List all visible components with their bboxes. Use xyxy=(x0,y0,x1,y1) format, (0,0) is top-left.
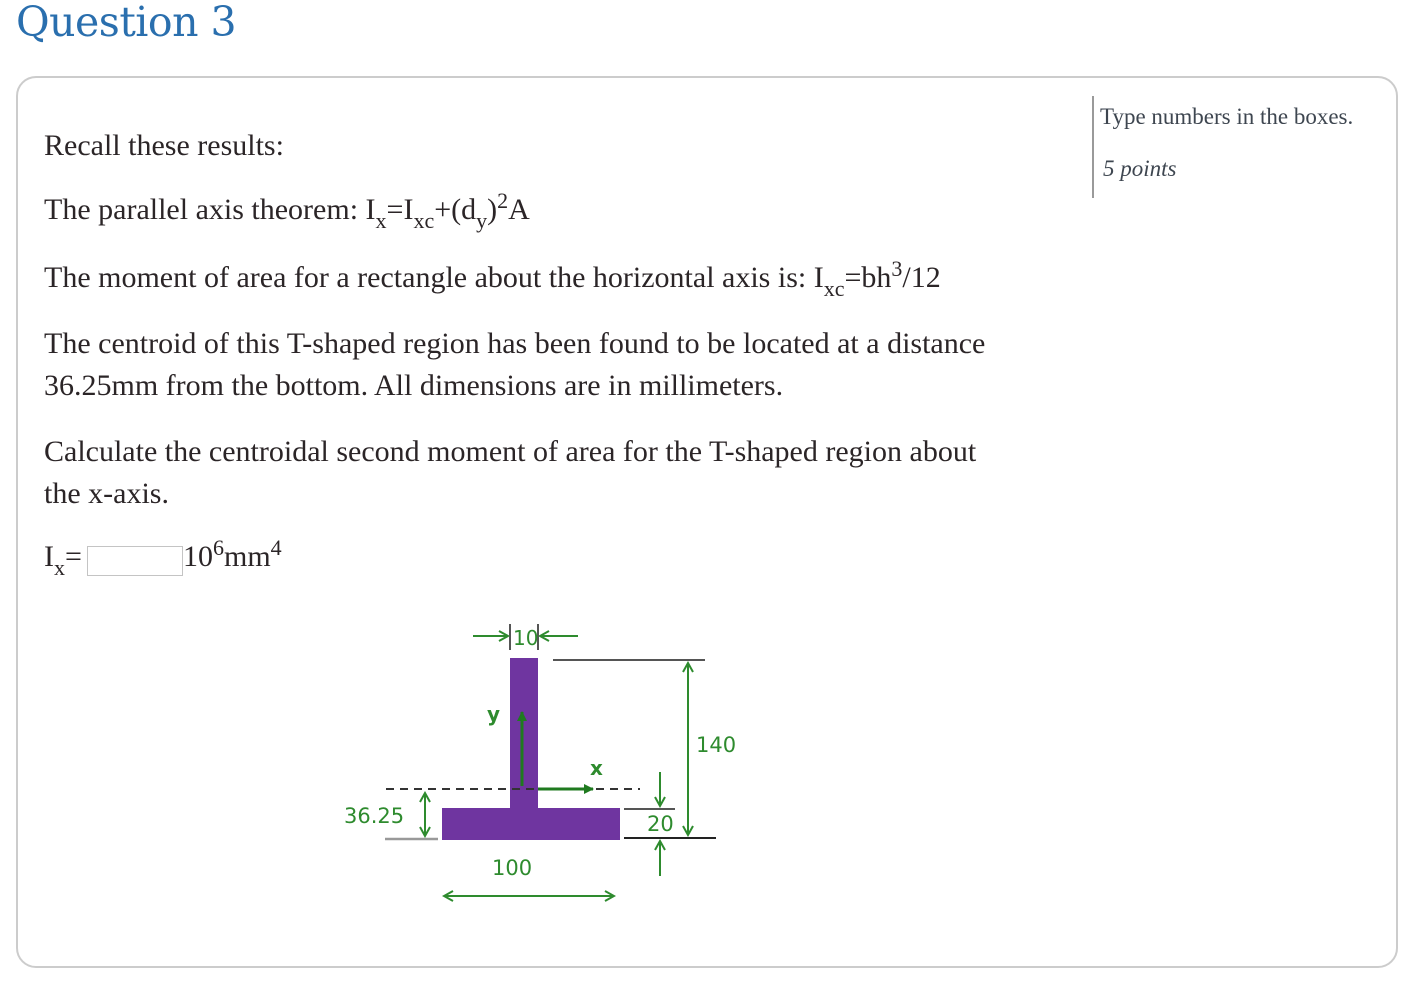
points-label: 5 points xyxy=(1103,156,1177,181)
web-width-label: 10 xyxy=(513,626,539,650)
formula-text: A xyxy=(508,193,530,226)
formula-text: /12 xyxy=(902,261,941,294)
answer-label xyxy=(44,536,82,578)
x-axis-label: x xyxy=(590,756,603,780)
formula-text: The moment of area for a rectangle about the horizontal axis is: I xyxy=(44,261,824,294)
formula-text: The parallel axis theorem: I xyxy=(44,193,376,226)
formula-text: =I xyxy=(386,193,414,226)
answer-unit xyxy=(183,536,282,578)
task-text-line2: the x-axis. xyxy=(44,477,169,510)
question-meta xyxy=(1092,96,1354,198)
unit-text: mm xyxy=(224,540,271,573)
subscript: xc xyxy=(413,208,435,233)
superscript: 3 xyxy=(891,256,903,281)
parallel-axis-theorem xyxy=(44,189,530,231)
subscript: x xyxy=(54,555,65,580)
centroid-text-line1: The centroid of this T-shaped region has been found to be located at a distance xyxy=(44,327,986,360)
centroid-text-line2: 36.25mm from the bottom. All dimensions are in millimeters. xyxy=(44,369,784,402)
superscript: 4 xyxy=(270,535,282,560)
superscript: 6 xyxy=(213,535,224,560)
equals-sign: = xyxy=(65,540,82,573)
recall-text: Recall these results: xyxy=(44,129,284,162)
centroid-distance-label: 36.25 xyxy=(344,804,405,828)
subscript: y xyxy=(476,208,488,233)
flange-width-label: 100 xyxy=(492,856,533,880)
superscript: 2 xyxy=(497,188,509,213)
height-label: 140 xyxy=(696,733,737,757)
y-axis-label: y xyxy=(487,702,501,726)
task-text-line1: Calculate the centroidal second moment of area for the T-shaped region about xyxy=(44,435,977,468)
formula-text: +(d xyxy=(434,193,477,226)
formula-text: ) xyxy=(487,193,498,226)
subscript: x xyxy=(375,208,387,233)
rectangle-moment-formula xyxy=(44,257,941,299)
flange-height-label: 20 xyxy=(647,812,674,836)
unit-base: 10 xyxy=(183,540,213,573)
answer-symbol: I xyxy=(44,540,54,573)
formula-text: =bh xyxy=(844,261,892,294)
moment-of-inertia-input[interactable] xyxy=(87,546,183,576)
subscript: xc xyxy=(823,276,845,301)
instruction-text: Type numbers in the boxes. xyxy=(1100,104,1354,129)
question-title: Question 3 xyxy=(16,0,237,46)
